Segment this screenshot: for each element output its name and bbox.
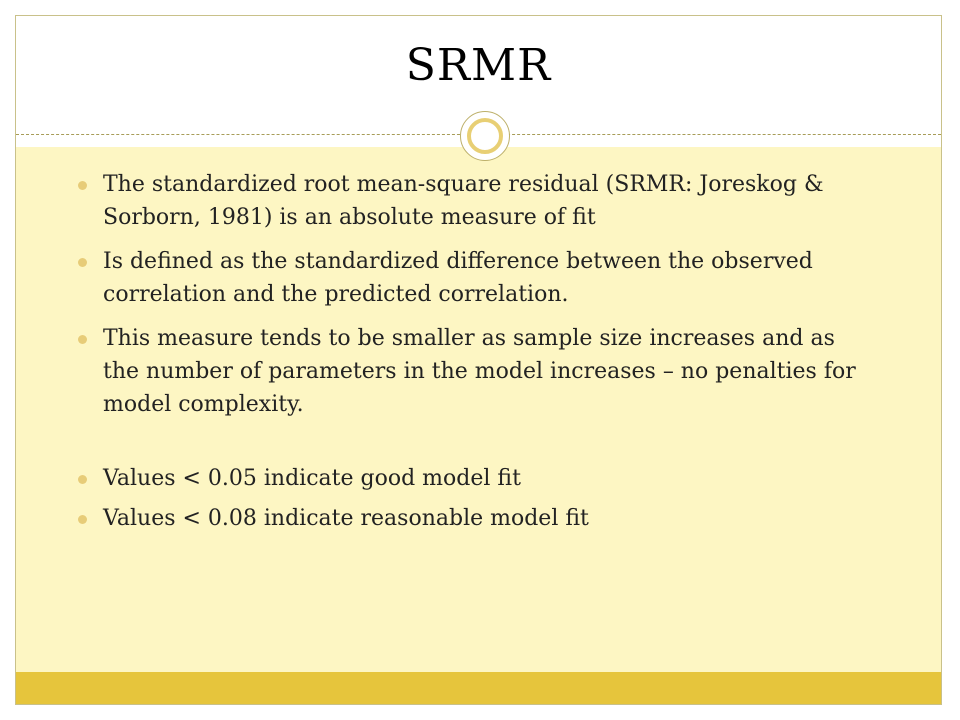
bullet-text: Is defined as the standardized difference between the observed correlation and the predicted correlation.: [103, 249, 813, 307]
circle-ornament-icon: [460, 111, 510, 161]
bullet-text: Values < 0.05 indicate good model fit: [103, 466, 521, 491]
slide: [15, 15, 942, 705]
footer-bar: [16, 672, 941, 705]
bullet-item: [16, 168, 856, 234]
bullet-marker-icon: [78, 181, 87, 190]
bullet-item: [16, 322, 856, 421]
bullet-item: [16, 245, 856, 311]
ornament-ring: [467, 118, 503, 154]
bullet-marker-icon: [78, 258, 87, 267]
bullet-marker-icon: [78, 515, 87, 524]
bullet-text: Values < 0.08 indicate reasonable model fit: [103, 506, 589, 531]
bullet-item: [16, 462, 856, 495]
bullet-marker-icon: [78, 475, 87, 484]
slide-title: SRMR: [405, 40, 552, 91]
bullet-list: [16, 168, 856, 546]
bullet-text: This measure tends to be smaller as sample size increases and as the number of parameters in the model increases – no penalties for model complexity.: [103, 326, 856, 417]
bullet-text: The standardized root mean-square residual (SRMR: Joreskog & Sorborn, 1981) is an absolute measure of fit: [103, 172, 824, 230]
bullet-item: [16, 502, 856, 535]
bullet-marker-icon: [78, 335, 87, 344]
